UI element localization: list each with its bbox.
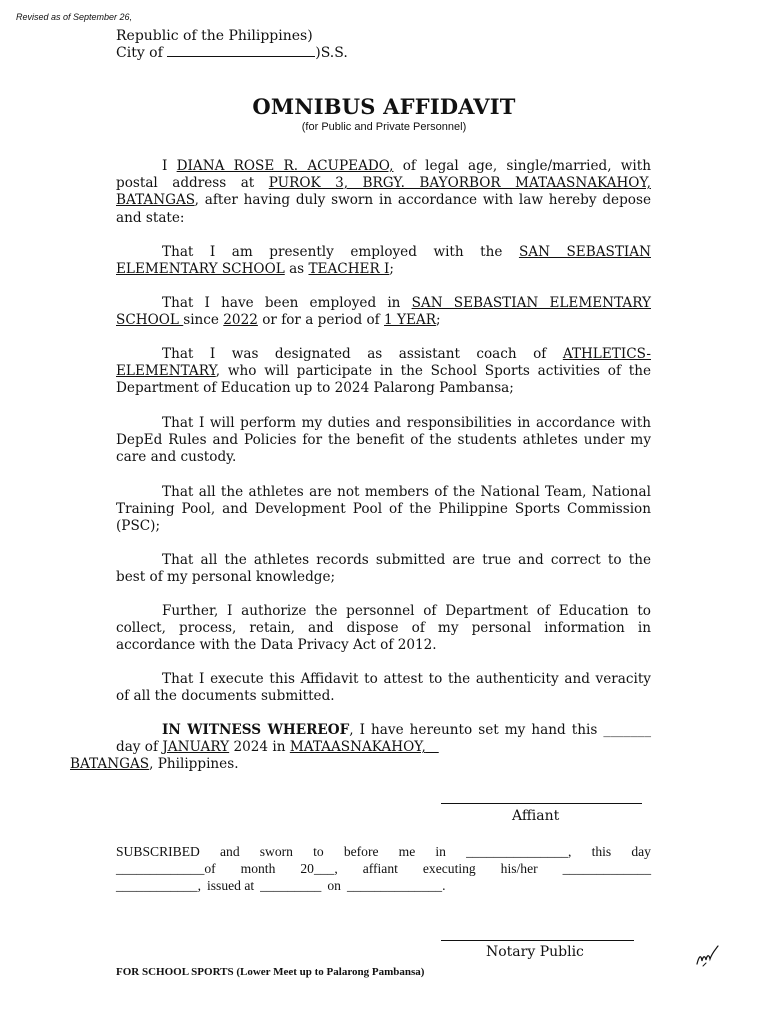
footer-note: FOR SCHOOL SPORTS (Lower Meet up to Palarong Pambansa)	[116, 966, 425, 978]
paragraph-duties: That I will perform my duties and responsibilities in accordance with DepEd Rules and Policies for the benefit of the students athletes under my care and custody.	[116, 415, 651, 466]
paragraph-records: That all the athletes records submitted are true and correct to the best of my personal knowledge;	[116, 552, 651, 586]
paragraph-employment: That I am presently employed with the SAN SEBASTIAN ELEMENTARY SCHOOL as TEACHER I;	[116, 244, 651, 278]
paragraph-athletes: That all the athletes are not members of the National Team, National Training Pool, and Development Pool of the Philippine Sports Commission (PSC);	[116, 484, 651, 535]
subscribed-row-2: _____________of month 20___, affiant executing his/her _____________	[116, 861, 651, 876]
city-blank	[167, 44, 315, 57]
document-title: OMNIBUS AFFIDAVIT	[252, 94, 516, 119]
notary-signature-line	[441, 940, 634, 941]
affiant-label: Affiant	[512, 808, 560, 824]
witness-place: MATAASNAKAHOY,	[289, 739, 426, 756]
witness-province: BATANGAS	[70, 756, 150, 773]
subscribed-row-3: ____________, issued at _________ on ______________.	[116, 878, 446, 893]
affiant-signature-line	[441, 803, 642, 804]
city-suffix: )S.S.	[315, 45, 348, 61]
handwritten-initials-icon	[694, 944, 720, 970]
day-blank: _______	[603, 722, 651, 738]
witness-month: JANUARY	[162, 739, 230, 756]
affiant-name: DIANA ROSE R. ACUPEADO,	[176, 158, 394, 174]
witness-heading: IN WITNESS WHEREOF	[162, 722, 350, 738]
subscribed-section	[116, 843, 651, 894]
sport-event: ATHLETICS-ELEMENTARY	[116, 346, 651, 380]
revision-note: Revised as of September 26,	[16, 12, 133, 22]
paragraph-witness: IN WITNESS WHEREOF, I have hereunto set my hand this _______ day of JANUARY 2024 in MATAASNAKAHOY, BATANGAS, Philippines.	[70, 722, 651, 773]
paragraph-intro: I DIANA ROSE R. ACUPEADO, of legal age, single/married, with postal address at PUROK 3, BRGY. BAYORBOR MATAASNAKAHOY, BATANGAS, after having duly sworn in accordance with law hereby depose and state:	[116, 158, 651, 226]
employer-school: SAN SEBASTIAN ELEMENTARY SCHOOL	[116, 244, 651, 278]
city-prefix: City of	[116, 45, 168, 61]
tenure-period: 1 YEAR	[384, 312, 436, 329]
postal-address: PUROK 3, BRGY. BAYORBOR MATAASNAKAHOY, BATANGAS	[116, 175, 651, 209]
paragraph-execute: That I execute this Affidavit to attest to the authenticity and veracity of all the documents submitted.	[116, 671, 651, 705]
header-republic: Republic of the Philippines)	[116, 28, 313, 44]
paragraph-tenure: That I have been employed in SAN SEBASTIAN ELEMENTARY SCHOOL since 2022 or for a period of 1 YEAR;	[116, 295, 651, 329]
paragraph-authorize: Further, I authorize the personnel of Department of Education to collect, process, retain, and dispose of my personal information in accordance with the Data Privacy Act of 2012.	[116, 603, 651, 654]
position: TEACHER I	[308, 261, 390, 278]
subscribed-row-1: SUBSCRIBED and sworn to before me in _______________, this day	[116, 844, 651, 859]
paragraph-designation: That I was designated as assistant coach of ATHLETICS-ELEMENTARY, who will participate in the School Sports activities of the Department of Education up to 2024 Palarong Pambansa;	[116, 346, 651, 397]
tenure-school: SAN SEBASTIAN ELEMENTARY SCHOOL	[116, 295, 651, 329]
document-subtitle: (for Public and Private Personnel)	[301, 121, 467, 133]
tenure-year: 2022	[223, 312, 258, 329]
notary-label: Notary Public	[486, 944, 584, 960]
header-city	[116, 44, 348, 62]
